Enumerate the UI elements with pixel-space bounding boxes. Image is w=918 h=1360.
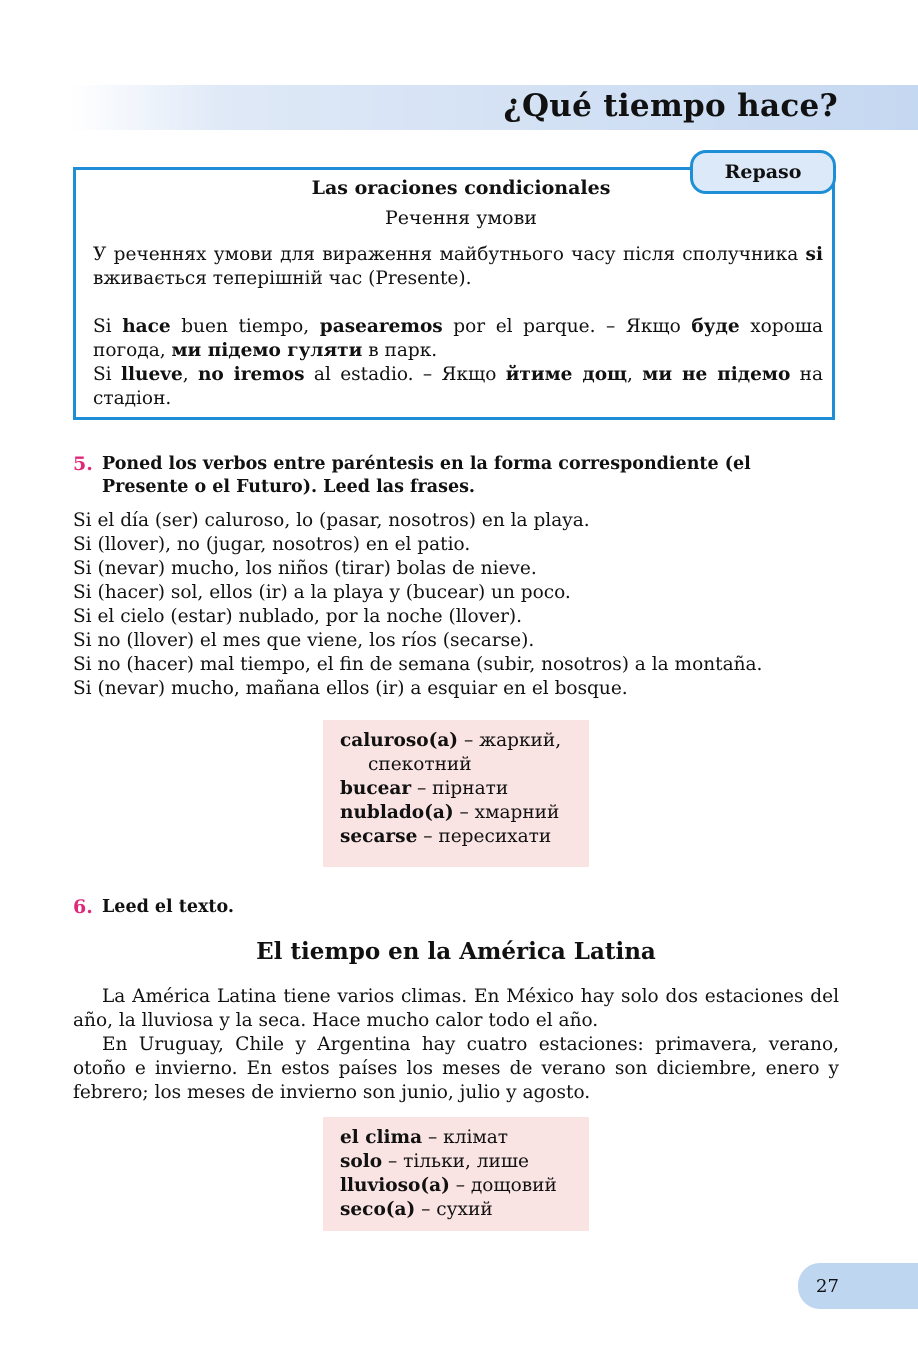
- reading-paragraph-2: En Uruguay, Chile y Argentina hay cuatro estaciones: primavera, verano, otoño e invierno. En estos países los meses de verano son diciembre, enero y febrero; los meses de invierno son junio, julio y agosto.: [73, 1034, 839, 1103]
- vocab-entry: seco(a) – сухий: [340, 1199, 493, 1220]
- reading-paragraph-1: La América Latina tiene varios climas. En México hay solo dos estaciones del año, la lluviosa y la seca. Hace mucho calor todo el año.: [73, 986, 839, 1031]
- exercise-6-instruction: Leed el texto.: [102, 897, 234, 917]
- page-number: 27: [798, 1263, 918, 1309]
- sentence: Si (hacer) sol, ellos (ir) a la playa y (bucear) un poco.: [73, 582, 571, 603]
- repaso-tab: Repaso: [690, 150, 836, 194]
- sentence: Si (nevar) mucho, mañana ellos (ir) a esquiar en el bosque.: [73, 678, 628, 699]
- rule-example-1: Si hace buen tiempo, pasearemos por el parque. – Якщо буде хороша погода, ми підемо гуляти в парк.: [93, 316, 823, 361]
- vocab-entry: nublado(a) – хмарний: [340, 802, 560, 823]
- vocab-entry: bucear – пірнати: [340, 778, 509, 799]
- rule-explanation: У реченнях умови для вираження майбутнього часу після сполучника si вживається теперішній час (Presente).: [93, 244, 823, 289]
- vocab-entry: solo – тільки, лише: [340, 1151, 529, 1172]
- sentence: Si no (llover) el mes que viene, los ríos (secarse).: [73, 630, 535, 651]
- vocab-box-6: [323, 1117, 589, 1231]
- sentence: Si (llover), no (jugar, nosotros) en el patio.: [73, 534, 471, 555]
- exercise-5-number: 5.: [73, 453, 93, 475]
- exercise-5-instruction: Poned los verbos entre paréntesis en la forma correspondiente (el Presente o el Futuro). Leed las frases.: [102, 454, 751, 497]
- sentence: Si el cielo (estar) nublado, por la noche (llover).: [73, 606, 523, 627]
- exercise-6-number: 6.: [73, 896, 93, 918]
- rule-title: Las oraciones condicionales: [311, 177, 611, 199]
- vocab-entry: el clima – клімат: [340, 1127, 509, 1148]
- vocab-entry: caluroso(a) – жаркий,: [340, 730, 562, 751]
- reading-title: El tiempo en la América Latina: [256, 938, 656, 965]
- page-title: ¿Qué tiempo hace?: [503, 88, 838, 124]
- vocab-box-5: [323, 720, 589, 867]
- vocab-entry: lluvioso(a) – дощовий: [340, 1175, 557, 1196]
- sentence: Si no (hacer) mal tiempo, el fin de semana (subir, nosotros) a la montaña.: [73, 654, 763, 675]
- sentence: Si (nevar) mucho, los niños (tirar) bolas de nieve.: [73, 558, 537, 579]
- rule-subtitle: Речення умови: [385, 207, 537, 229]
- vocab-entry-continuation: спекотний: [368, 754, 472, 775]
- vocab-entry: secarse – пересихати: [340, 826, 552, 847]
- sentence: Si el día (ser) caluroso, lo (pasar, nosotros) en la playa.: [73, 510, 590, 531]
- rule-example-2: Si llueve, no iremos al estadio. – Якщо йтиме дощ, ми не підемо на стадіон.: [93, 364, 823, 409]
- exercise-5-sentences: [73, 509, 762, 701]
